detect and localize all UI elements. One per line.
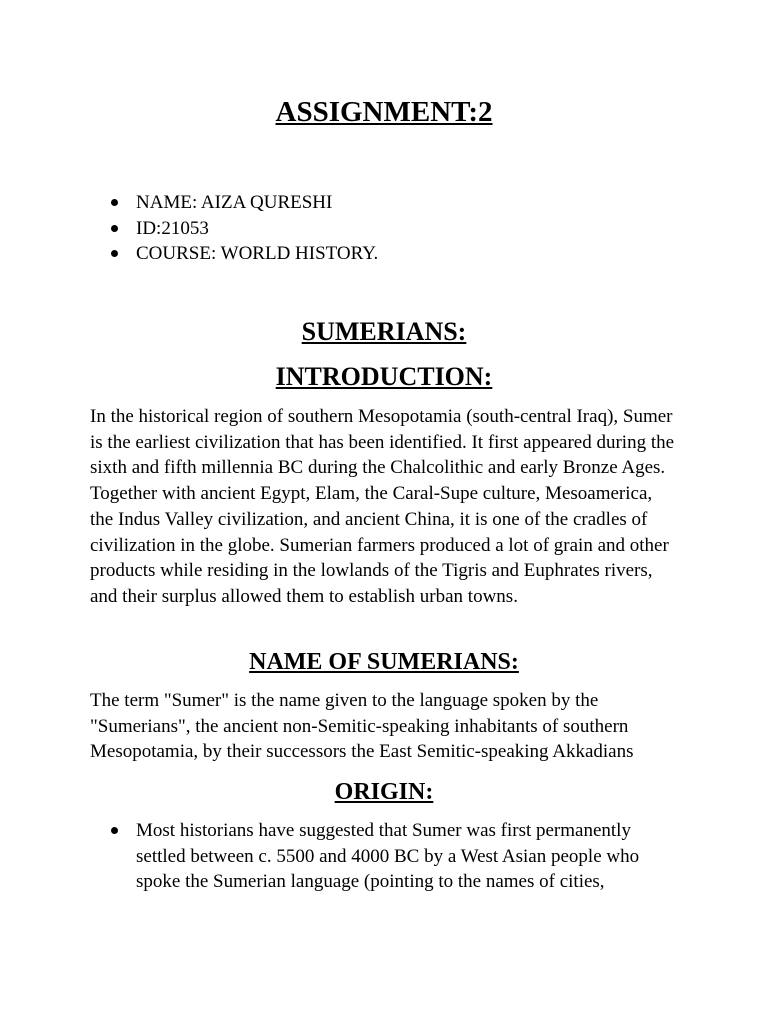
bullet-icon: [111, 250, 118, 257]
info-item-text: COURSE: WORLD HISTORY.: [136, 243, 379, 265]
origin-list: [90, 818, 680, 895]
bullet-icon: [111, 827, 118, 834]
info-item-id: [90, 216, 378, 242]
introduction-paragraph: In the historical region of southern Mesopotamia (south-central Iraq), Sumer is the earliest civilization that has been identified. It first appeared during the sixth and fifth millennia BC during the Chalcolithic and early Bronze Ages. Together with ancient Egypt, Elam, the Caral-Supe culture, Mesoamerica, the Indus Valley civilization, and ancient China, it is one of the cradles of civilization in the globe. Sumerian farmers produced a lot of grain and other products while residing in the lowlands of the Tigris and Euphrates rivers, and their surplus allowed them to establish urban towns.: [90, 406, 675, 607]
assignment-title: ASSIGNMENT:2: [275, 96, 493, 128]
bullet-icon: [111, 199, 118, 206]
info-item-course: [90, 241, 378, 267]
name-of-sumerians-paragraph: The term "Sumer" is the name given to the language spoken by the "Sumerians", the ancient non-Semitic-speaking inhabitants of southern Mesopotamia, by their successors the East Semitic-speaking Akkadians: [90, 690, 634, 763]
info-item-name: [90, 190, 378, 216]
introduction-heading: INTRODUCTION:: [275, 362, 493, 391]
section-title: SUMERIANS:: [301, 317, 467, 346]
origin-item-text: Most historians have suggested that Sumer was first permanently settled between c. 5500 and 4000 BC by a West Asian people who spoke the Sumerian language (pointing to the names of cities,: [136, 820, 640, 893]
bullet-icon: [111, 225, 118, 232]
info-item-text: NAME: AIZA QURESHI: [136, 192, 333, 213]
origin-item: [90, 818, 680, 895]
name-of-sumerians-heading: NAME OF SUMERIANS:: [249, 649, 519, 675]
origin-heading: ORIGIN:: [334, 779, 434, 805]
student-info-list: [90, 190, 378, 267]
info-item-text: ID:21053: [136, 217, 209, 239]
